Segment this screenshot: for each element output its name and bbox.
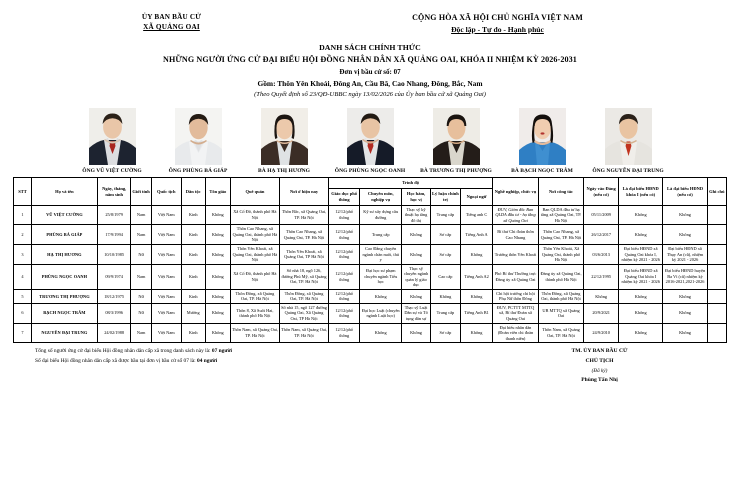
col-sex: Giới tính [131, 178, 151, 205]
cell-name: HẠ THỊ HƯƠNG [31, 244, 97, 264]
cell-hdnd-2: Đại biểu HĐND huyện Ba Vì (cũ) nhiệm kỳ 2016-2021,2021-2026 [663, 264, 707, 289]
cell-stt: 2 [14, 225, 32, 245]
decision-reference: (Theo Quyết định số 23/QĐ-UBBC ngày 13/02/2026 của Ủy ban bầu cử xã Quảng Oai) [254, 91, 486, 99]
cell-dob: 18/12/1975 [97, 289, 131, 303]
summary-block [13, 347, 472, 385]
cell-job: Phó Bí thư Thường trực Đảng ủy xã Quảng Oai [493, 264, 539, 289]
country-name: CỘNG HÒA XÃ HỘI CHỦ NGHĨA VIỆT NAM [412, 13, 583, 22]
cell-name: TRƯƠNG THỊ PHƯỢNG [31, 289, 97, 303]
cell-hometown: Thôn Nam, xã Quảng Oai, TP. Hà Nội [230, 323, 279, 343]
cell-hometown: Thôn Đông, xã Quảng Oai, TP. Hà Nội [230, 289, 279, 303]
candidate-photo-card [592, 108, 664, 175]
candidate-table [13, 177, 727, 343]
cell-edu-acad: Không [402, 225, 431, 245]
table-row [14, 323, 727, 343]
authority-line-2: XÃ QUẢNG OAI [143, 23, 200, 32]
cell-hometown: Xã Cổ Đô, thành phố Hà Nội [230, 205, 279, 225]
cell-ethnicity: Mường [181, 303, 205, 323]
cell-hometown: Xã Cổ Đô, thành phố Hà Nội [230, 264, 279, 289]
cell-hdnd-1: Không [619, 205, 663, 225]
cell-stt: 1 [14, 205, 32, 225]
cell-stt: 6 [14, 303, 32, 323]
table-header [14, 178, 727, 205]
cell-hdnd-1: Đại biểu HĐND xã Quảng Oai khóa I, nhiệm kỳ 2021 - 2026 [619, 244, 663, 264]
seats-line [35, 357, 472, 366]
cell-name: BẠCH NGỌC TRÂM [31, 303, 97, 323]
document-header [0, 0, 740, 35]
cell-stt: 4 [14, 264, 32, 289]
cell-nationality: Việt Nam [151, 323, 181, 343]
col-hdnd-1: Là đại biểu HĐND khóa I (nếu có) [619, 178, 663, 205]
col-stt: STT [14, 178, 32, 205]
cell-party-date: 05/11/2009 [584, 205, 619, 225]
candidate-photo-card [162, 108, 234, 175]
cell-hdnd-2: Đại biểu HĐND xã Thụy An (cũ), nhiệm kỳ 2021 - 2026 [663, 244, 707, 264]
cell-dob: 09/9/1974 [97, 264, 131, 289]
portrait-photo [433, 108, 480, 165]
col-address: Nơi ở hiện nay [279, 178, 328, 205]
col-nationality: Quốc tịch [151, 178, 181, 205]
cell-note [707, 225, 726, 245]
cell-stt: 5 [14, 289, 32, 303]
document-footer [0, 343, 740, 385]
cell-religion: Không [205, 205, 230, 225]
cell-edu-general: 12/12/phổ thông [329, 205, 360, 225]
cell-note [707, 323, 726, 343]
col-edu-pol: Lý luận chính trị [430, 189, 460, 206]
col-edu-general: Giáo dục phổ thông [329, 189, 360, 206]
cell-language: Tiếng anh C [460, 205, 492, 225]
cell-stt: 7 [14, 323, 32, 343]
cell-edu-prof: Cao Đẳng chuyên ngành chăn nuôi, thú y [360, 244, 402, 264]
cell-address: Thôn Nam, xã Quảng Oai, TP. Hà Nội [279, 323, 328, 343]
table-row [14, 289, 727, 303]
candidate-table-wrap [0, 174, 740, 343]
table-row [14, 264, 727, 289]
table-row [14, 303, 727, 323]
cell-job: Chi hội trưởng chi hội Phụ Nữ thôn Đông [493, 289, 539, 303]
candidate-photo-card [334, 108, 406, 175]
cell-edu-acad: Thạc sỹ kỹ thuật hạ tầng đô thị [402, 205, 431, 225]
cell-edu-acad: Không [402, 244, 431, 264]
cell-workplace: Thôn Nam, xã Quảng Oai, TP. Hà Nội [538, 323, 584, 343]
cell-dob: 17/9/1994 [97, 225, 131, 245]
cell-ethnicity: Kinh [181, 289, 205, 303]
col-name: Họ và tên [31, 178, 97, 205]
cell-hdnd-2: Không [663, 323, 707, 343]
candidate-photo-name: ÔNG NGUYỄN ĐẠI TRUNG [592, 167, 664, 174]
cell-hometown: Thôn Cao Nhang, xã Quảng Oai, thành phố Hà Nội [230, 225, 279, 245]
cell-job: ĐUV, PCTTT MTTQ xã, Bí thư Đoàn xã Quảng Oai [493, 303, 539, 323]
cell-edu-pol: Không [430, 289, 460, 303]
portrait-photo [89, 108, 136, 165]
cell-edu-general: 12/12/phổ thông [329, 323, 360, 343]
cell-dob: 08/3/1996 [97, 303, 131, 323]
cell-nationality: Việt Nam [151, 289, 181, 303]
cell-party-date: 20/9/2021 [584, 303, 619, 323]
cell-dob: 10/10/1985 [97, 244, 131, 264]
cell-language: Không [460, 289, 492, 303]
cell-hdnd-2: Không [663, 289, 707, 303]
cell-sex: Nam [131, 264, 151, 289]
cell-note [707, 244, 726, 264]
candidate-photo-card [248, 108, 320, 175]
signature-signed-note: (Đã ký) [591, 367, 608, 374]
cell-hometown: Thôn Yên Khoái, xã Quảng Oai, thành phố Hà Nội [230, 244, 279, 264]
candidate-photo-name: ÔNG PHÙNG NGỌC OANH [334, 167, 406, 174]
cell-religion: Không [205, 303, 230, 323]
cell-edu-prof: Không [360, 323, 402, 343]
cell-party-date: 22/12/1995 [584, 264, 619, 289]
signature-position: CHỦ TỊCH [585, 357, 614, 364]
col-workplace: Nơi công tác [538, 178, 584, 205]
cell-edu-acad: Không [402, 323, 431, 343]
cell-address: Thôn Yên Khoái, xã Quảng Oai, TP Hà Nội [279, 244, 328, 264]
cell-party-date: Không [584, 289, 619, 303]
cell-stt: 3 [14, 244, 32, 264]
total-candidates-value: 07 người [211, 348, 233, 355]
cell-job: Bí thư Chi đoàn thôn Cao Nhang [493, 225, 539, 245]
document-subtitle: NHỮNG NGƯỜI ỨNG CỬ ĐẠI BIỂU HỘI ĐỒNG NHÂN DÂN XÃ QUẢNG OAI, KHÓA II NHIỆM KỲ 2026-2031 [163, 55, 577, 65]
cell-job: Trưởng thôn Yên Khoái [493, 244, 539, 264]
cell-hdnd-2: Không [663, 225, 707, 245]
national-heading-block [269, 12, 726, 35]
cell-job: Đại biểu nhân dân (Đoàn viên chi đoàn thanh niên) [493, 323, 539, 343]
cell-edu-prof: Đại học sư phạm chuyên ngành Tiểu học [360, 264, 402, 289]
cell-hdnd-2: Không [663, 303, 707, 323]
cell-edu-general: 12/12/phổ thông [329, 264, 360, 289]
total-candidates-label: Tổng số người ứng cử đại biểu Hội đồng nhân dân cấp xã trong danh sách này là: [35, 348, 211, 355]
portrait-photo [261, 108, 308, 165]
cell-ethnicity: Kinh [181, 323, 205, 343]
total-candidates-line [35, 347, 472, 356]
cell-job: ĐUV, Giám đốc Ban QLDA đầu tư - hạ tầng xã Quảng Oai [493, 205, 539, 225]
candidate-photo-name: BÀ BẠCH NGỌC TRÂM [511, 167, 573, 174]
col-hdnd-2: Là đại biểu HĐND (nếu có) [663, 178, 707, 205]
cell-edu-prof: Kỹ sư xây dựng cầu đường [360, 205, 402, 225]
signature-authority: TM. ỦY BAN BẦU CỬ [571, 348, 628, 355]
cell-hdnd-1: Không [619, 289, 663, 303]
village-list: Gồm: Thôn Yên Khoái, Đông An, Cầu Bã, Cao Nhang, Đông, Bắc, Nam [257, 79, 483, 89]
cell-party-date: 03/6/2013 [584, 244, 619, 264]
authority-line-1: ỦY BAN BẦU CỬ [141, 13, 202, 21]
cell-hdnd-2: Không [663, 205, 707, 225]
cell-ethnicity: Kinh [181, 225, 205, 245]
cell-name: PHÙNG BÁ GIÁP [31, 225, 97, 245]
cell-dob: 24/02/1988 [97, 323, 131, 343]
cell-ethnicity: Kinh [181, 205, 205, 225]
cell-address: Thôn Đông, xã Quảng Oai, TP. Hà Nội [279, 289, 328, 303]
col-religion: Tôn giáo [205, 178, 230, 205]
cell-edu-acad: Thạc sỹ chuyên ngành quản lý giáo dục [402, 264, 431, 289]
portrait-photo [347, 108, 394, 165]
cell-party-date: 26/12/2017 [584, 225, 619, 245]
table-row [14, 244, 727, 264]
cell-sex: Nam [131, 225, 151, 245]
cell-sex: Nam [131, 205, 151, 225]
cell-edu-prof: Không [360, 289, 402, 303]
candidate-photo-name: ÔNG VŨ VIỆT CƯỜNG [82, 167, 142, 174]
cell-address: Số nhà 15, ngõ 127 đường Quảng Oai, Xã Quảng Oai, TP Hà Nội [279, 303, 328, 323]
col-party-date: Ngày vào Đảng (nếu có) [584, 178, 619, 205]
cell-language: Tiếng Anh A2 [460, 264, 492, 289]
signature-block [472, 347, 727, 385]
candidate-photo-name: ÔNG PHÙNG BÁ GIÁP [168, 167, 228, 174]
cell-edu-general: 12/12/phổ thông [329, 244, 360, 264]
portrait-photo [175, 108, 222, 165]
col-edu-acad: Học hàm, học vị [402, 189, 431, 206]
table-row [14, 225, 727, 245]
cell-sex: Nam [131, 323, 151, 343]
candidate-photo-strip [0, 108, 740, 175]
cell-hdnd-1: Đại biểu HĐND xã Quảng Oai khóa I nhiệm kỳ 2021 - 2026 [619, 264, 663, 289]
cell-religion: Không [205, 323, 230, 343]
cell-nationality: Việt Nam [151, 225, 181, 245]
cell-workplace: Thôn Đông, xã Quảng Oai, thành phố Hà Nội [538, 289, 584, 303]
cell-nationality: Việt Nam [151, 205, 181, 225]
cell-edu-pol: Sơ cấp [430, 323, 460, 343]
cell-religion: Không [205, 289, 230, 303]
cell-edu-general: 12/12/phổ thông [329, 289, 360, 303]
seats-label: Số đại biểu Hội đồng nhân dân cấp xã được bầu tại đơn vị bầu cử số 07 là: [35, 357, 196, 364]
col-job: Nghề nghiệp, chức vụ [493, 178, 539, 205]
seats-value: 04 người [197, 357, 218, 364]
issuing-authority-block [14, 12, 269, 33]
candidate-photo-name: BÀ TRƯƠNG THỊ PHƯỢNG [420, 167, 492, 174]
col-group-education: Trình độ [329, 178, 493, 189]
cell-workplace: Thôn Yên Khoái, Xã Quảng Oai, thành phố Hà Nội [538, 244, 584, 264]
cell-language: Tiếng Anh A [460, 225, 492, 245]
cell-ethnicity: Kinh [181, 244, 205, 264]
title-block [0, 42, 740, 100]
cell-sex: Nữ [131, 289, 151, 303]
cell-hometown: Thôn 8, Xã Suối Hai, thành phố Hà Nội [230, 303, 279, 323]
col-note: Ghi chú [707, 178, 726, 205]
cell-religion: Không [205, 264, 230, 289]
cell-edu-acad: Không [402, 289, 431, 303]
cell-address: Thôn Cao Nhang, xã Quảng Oai, TP. Hà Nội [279, 225, 328, 245]
cell-note [707, 205, 726, 225]
cell-nationality: Việt Nam [151, 244, 181, 264]
cell-edu-pol: Sơ cấp [430, 225, 460, 245]
cell-workplace: Thôn Cao Nhang, xã Quảng Oai, TP. Hà Nội [538, 225, 584, 245]
cell-edu-prof: Trung cấp [360, 225, 402, 245]
signature-name: Phùng Tấn Nhị [581, 376, 618, 383]
cell-sex: Nữ [131, 244, 151, 264]
national-motto: Độc lập - Tự do - Hạnh phúc [451, 25, 544, 34]
col-ethnicity: Dân tộc [181, 178, 205, 205]
cell-note [707, 303, 726, 323]
cell-party-date: 24/9/2010 [584, 323, 619, 343]
cell-religion: Không [205, 225, 230, 245]
cell-edu-pol: Trung cấp [430, 303, 460, 323]
cell-workplace: UB MTTQ xã Quảng Oai [538, 303, 584, 323]
cell-language: Tiếng Anh B1 [460, 303, 492, 323]
cell-note [707, 264, 726, 289]
document-title: DANH SÁCH CHÍNH THỨC [319, 43, 421, 53]
cell-address: Số nhà 18, ngõ 126, đường Phú Mỹ, xã Quảng Oai, TP. Hà Nội [279, 264, 328, 289]
candidate-photo-name: BÀ HẠ THỊ HƯƠNG [258, 167, 310, 174]
table-body [14, 205, 727, 342]
candidate-photo-card [506, 108, 578, 175]
cell-name: NGUYỄN ĐẠI TRUNG [31, 323, 97, 343]
portrait-photo [605, 108, 652, 165]
cell-nationality: Việt Nam [151, 264, 181, 289]
cell-edu-prof: Đại học Luật (chuyên ngành Luật học) [360, 303, 402, 323]
candidate-photo-card [420, 108, 492, 175]
cell-sex: Nữ [131, 303, 151, 323]
cell-hdnd-1: Không [619, 303, 663, 323]
cell-name: PHÙNG NGỌC OANH [31, 264, 97, 289]
col-language: Ngoại ngữ [460, 189, 492, 206]
electoral-unit: Đơn vị bầu cử số: 07 [339, 68, 401, 76]
cell-language: Không [460, 244, 492, 264]
cell-edu-acad: Thạc sỹ Luật Dân sự và Tố tụng dân sự [402, 303, 431, 323]
col-hometown: Quê quán [230, 178, 279, 205]
cell-religion: Không [205, 244, 230, 264]
cell-edu-pol: Cao cấp [430, 264, 460, 289]
cell-address: Thôn Bắc, xã Quảng Oai, TP. Hà Nội [279, 205, 328, 225]
col-dob: Ngày, tháng, năm sinh [97, 178, 131, 205]
cell-edu-general: 12/12/phổ thông [329, 225, 360, 245]
cell-note [707, 289, 726, 303]
cell-workplace: Ban QLDA đầu tư hạ tầng xã Quảng Oai, TP. Hà Nội [538, 205, 584, 225]
cell-workplace: Đảng ủy xã Quảng Oai, thành phố Hà Nội [538, 264, 584, 289]
candidate-photo-card [76, 108, 148, 175]
col-edu-prof: Chuyên môn, nghiệp vụ [360, 189, 402, 206]
cell-edu-general: 12/12/phổ thông [329, 303, 360, 323]
cell-language: Không [460, 323, 492, 343]
cell-hdnd-1: Không [619, 323, 663, 343]
cell-ethnicity: Kinh [181, 264, 205, 289]
cell-dob: 25/8/1979 [97, 205, 131, 225]
table-row [14, 205, 727, 225]
portrait-photo [519, 108, 566, 165]
table-header-row-1 [14, 178, 727, 189]
cell-nationality: Việt Nam [151, 303, 181, 323]
cell-edu-pol: Sơ cấp [430, 244, 460, 264]
cell-edu-pol: Trung cấp [430, 205, 460, 225]
cell-hdnd-1: Không [619, 225, 663, 245]
cell-name: VŨ VIỆT CƯỜNG [31, 205, 97, 225]
